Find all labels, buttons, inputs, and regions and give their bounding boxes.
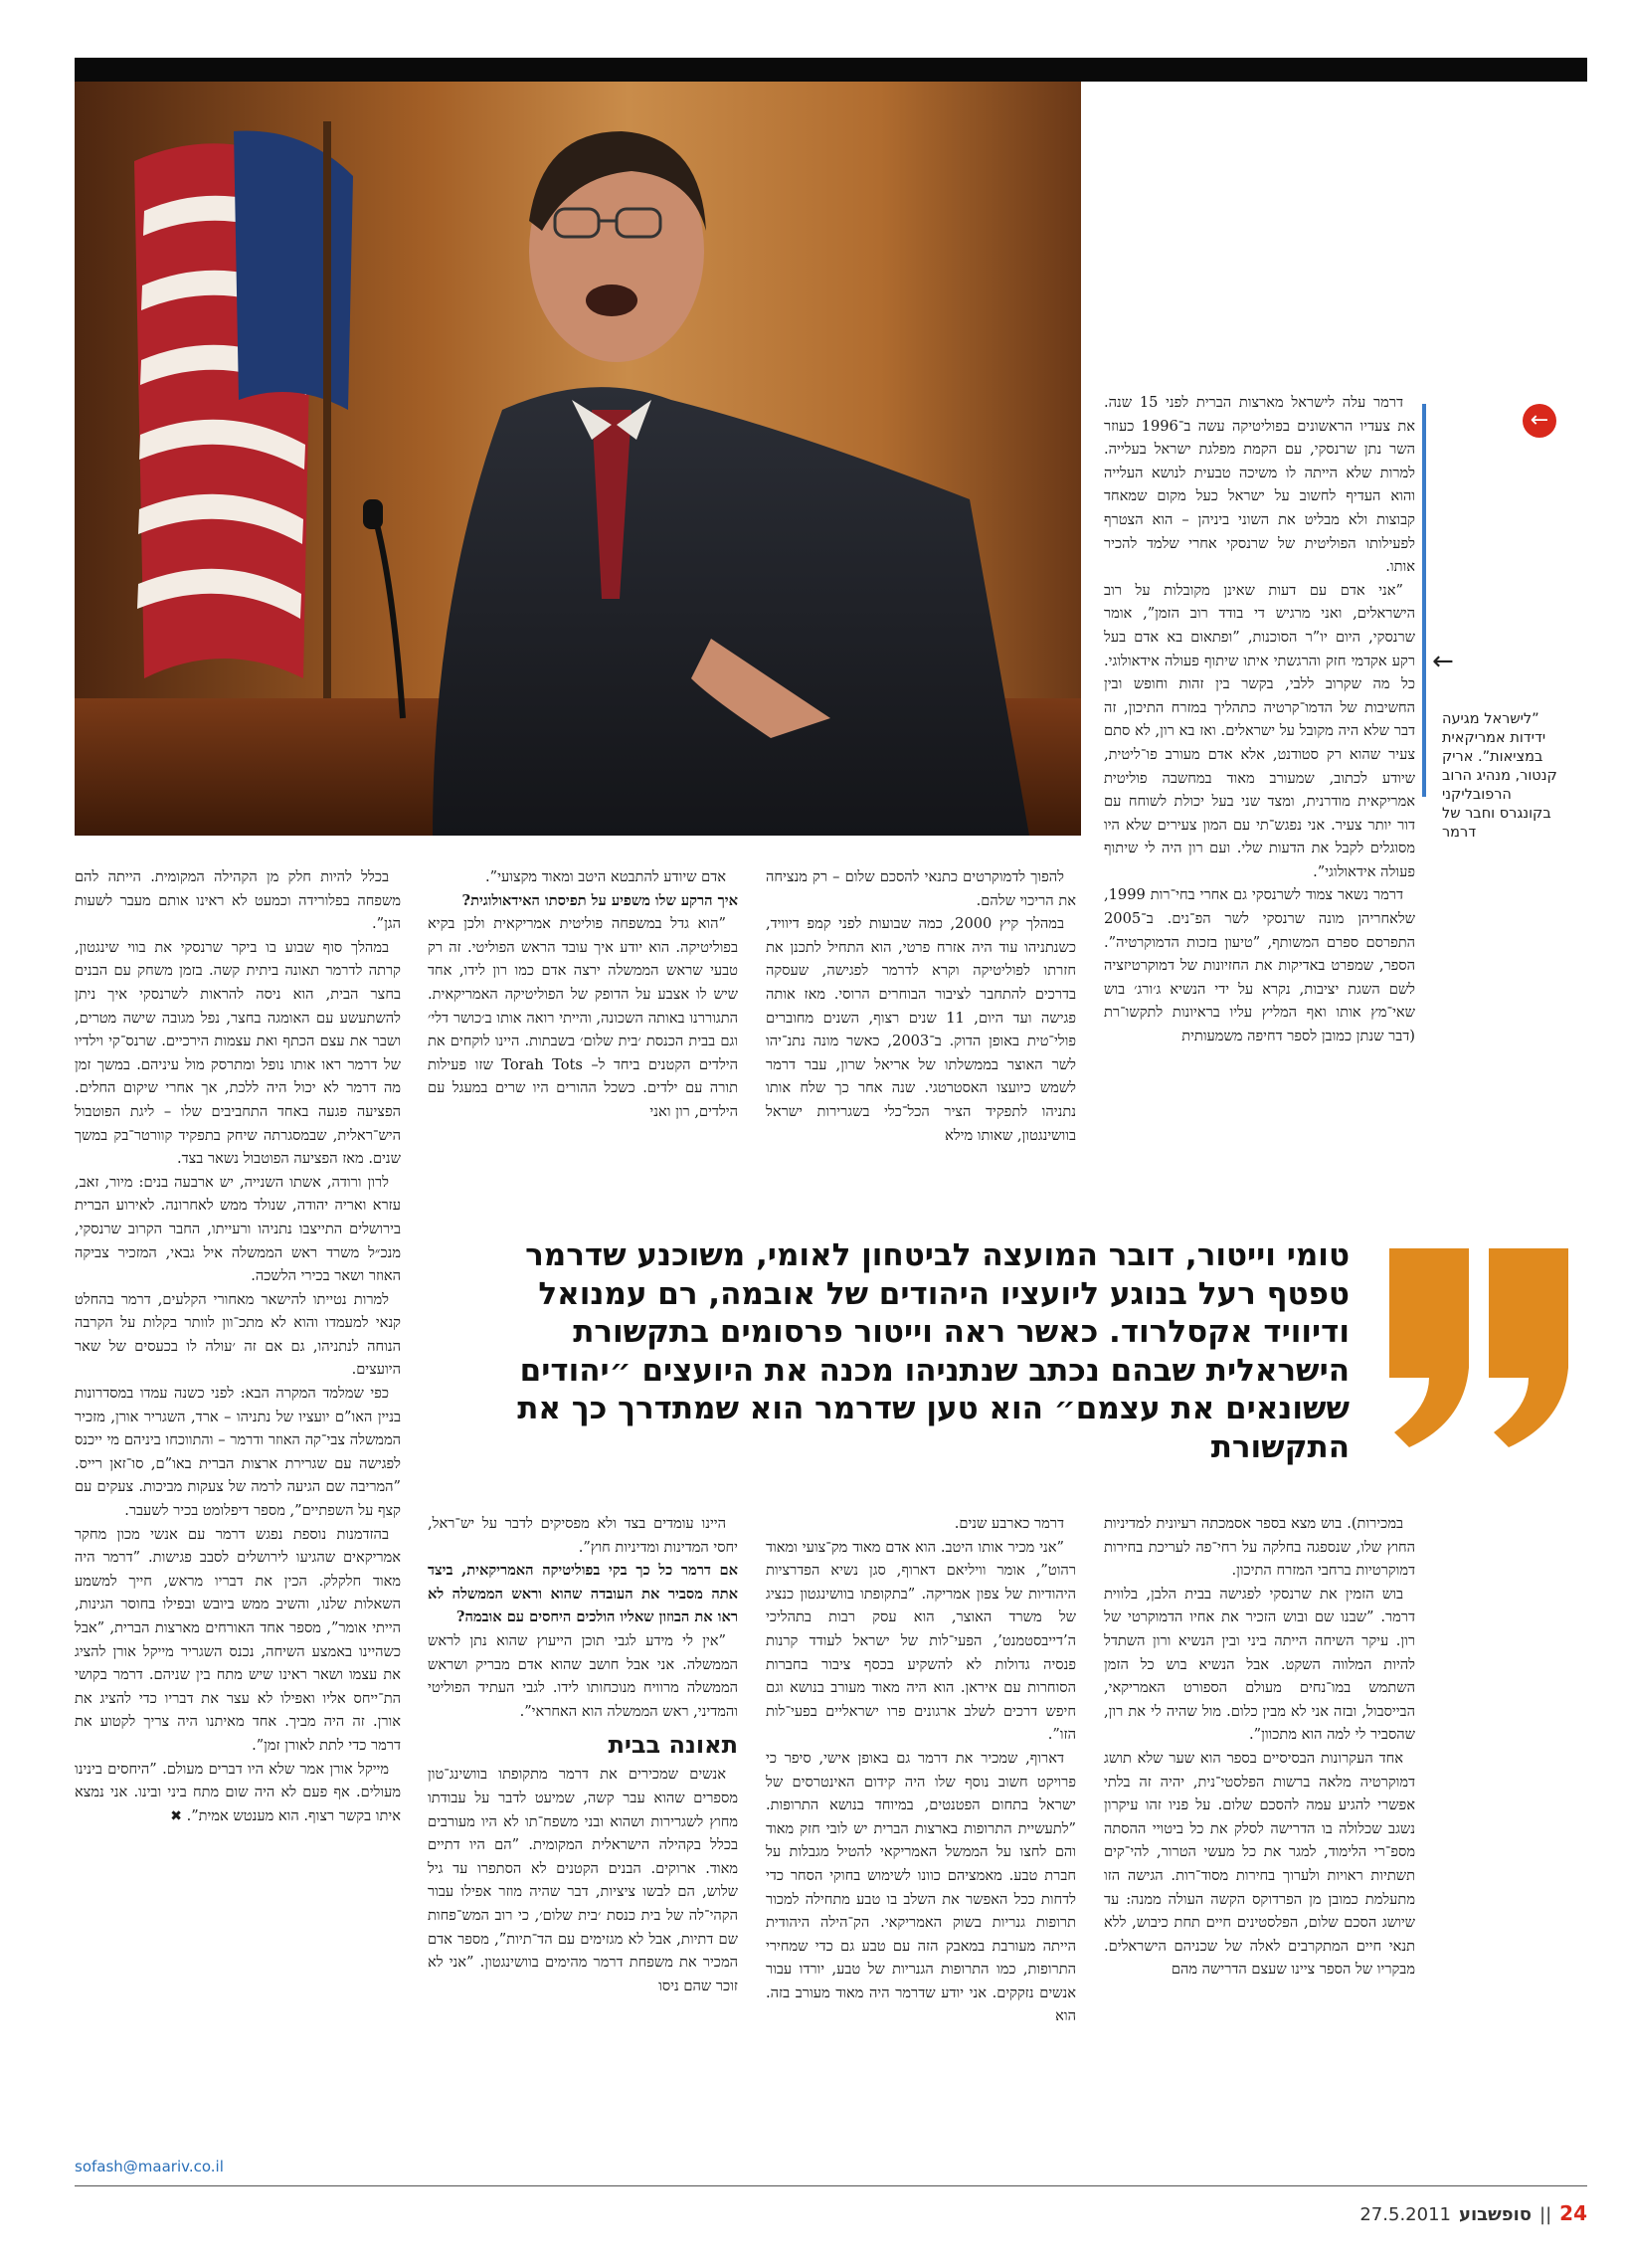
paragraph: למרות נטייתו להישאר מאחורי הקלעים, דרמר בהחלט קנאי למעמדו והוא לא מתכ־וון לוותר בקלות על הקרבה הנוחה לנתניהו, גם אם זה ׳עולה לו בכעסים של שאר היועצים.: [75, 1290, 401, 1379]
top-column-1: [1104, 391, 1415, 1197]
paragraph: במהלך קיץ 2000, כמה שבועות לפני קמפ דיוויד, כשנתניהו עוד היה אזרח פרטי, הוא התחיל לתכנן את חזרתו לפוליטיקה וקרא לדרמר לפגישה, שעסקה בדרכים להתחבר לציבור הבוחרים הרוסי. מאז אותה פגישה ועד היום, 11 שנים רצוף, השנים מחוברים פולי־טית באופן הדוק. ב־2003, כאשר מונה נתנ־יהו לשר האוצר בממשלתו של אריאל שרון, עבר דרמר לשמש כיועצו האסטרטגי. שנה אחר כך שלח אותו נתניהו לתפקיד הציר הכל־כלי בשגרירות ישראל בוושינגטון, שאותו מילא: [766, 915, 1076, 1144]
page-number: 24: [1559, 2201, 1587, 2225]
interview-question: איך הרקע שלו משפיע על תפיסתו האידאולוגית?: [461, 891, 738, 909]
issue-date: 27.5.2011: [1359, 2204, 1451, 2225]
magazine-name: סופשבוע: [1458, 2204, 1533, 2225]
contact-email-link[interactable]: sofash@maariv.co.il: [75, 2158, 224, 2175]
top-black-bar: [75, 58, 1587, 82]
paragraph: דארוף, שמכיר את דרמר גם באופן אישי, סיפר כי פרויקט חשוב נוסף שלו היה קידום האינטרסים של ישראל בתחום הפטנטים, במיוחד בנושא התרופות. ”לתעשיית התרופות בארצות הברית יש לובי חזק מאוד והם לחצו על הממשל האמריקאי להטיל מגבלות על חברת טבע. מאמציהם כוונו לשימוש בחוקי הסחר כדי לדחות ככל האפשר את השלב בו טבע מתחילה למכור תרופות גנריות בשוק האמריקאי. הק־הילה היהודית הייתה מעורבת במאבק הזה עם טבע גם כדי שמחירי התרופות, כמו התרופות הגנריות של טבע, יורדו עבור אנשים נזקקים. אני יודע שדרמר היה מאוד מעורב בזה. הוא: [766, 1749, 1076, 2025]
paragraph: דרמר נשאר צמוד לשרנסקי גם אחרי בחי־רות 1999, שלאחריהן מונה שרנסקי לשר הפ־נים. ב־2005 התפרסם ספרם המשותף, ”טיעון בזכות הדמוקרטיה”. הספר, שמפרט באדיקות את החזיונות של דמוקרטיזציה לשם השגת יציבות, נקרא על ידי הנשיא ג׳ורג׳ בוש שאי־מץ אותו ואף המליץ עליו בראיונות לתקשו־רת (דבר שנתן כמובן לספר דחיפה משמעותית: [1104, 886, 1415, 1045]
paragraph: כפי שמלמד המקרה הבא: לפני כשנה עמדו במסדרונות בניין האו”ם יועציו של נתניהו – ארד, השגריר אורן, מזכיר הממשלה צבי־קה האוזר ודרמר – והתווכחו ביניהם מי ייכנס לפגישה עם שגרירת ארצות הברית באו”ם, סו־זאן רייס. ”המריבה שם הגיעה לרמה של צעקות מביכות. צעקים עם קצף על השפתיים”, מספר דיפלומט בכיר לשעבר.: [75, 1385, 401, 1520]
photo-illustration: [75, 82, 1081, 836]
end-mark-icon: ✖: [170, 1807, 182, 1824]
paragraph: במהלך סוף שבוע בו ביקר שרנסקי את בווי שינגטון, קרתה לדרמר תאונה ביתית קשה. בזמן משחק עם הבנים בחצר הבית, הוא ניסה להראות לשרנסקי איך ניתן להשתעשע עם האומגה בחצר, נפל מגובה שישה מטרים, ושבר את עצם הכתף ואת עצמות הירכיים. שרנס־קי וילדיו של דרמר ראו אותו נופל ומתרסק מול עיניהם. במשך זמן מה דרמר לא יכול היה ללכת, אך אחרי שיקום החלים. הפציעה פגעה באחד התחביבים שלו – ליגת הפוטבול היש־ראלית, שבמסגרתה שיחק בתפקיד קוורטר־בק במשך שנים. מאז הפציעה הפוטבול נשאר בצד.: [75, 938, 401, 1168]
page-footer: [1359, 2201, 1587, 2225]
paragraph: בהזדמנות נוספת נפגש דרמר עם אנשי מכון מחקר אמריקאים שהגיעו לירושלים לסבב פגישות. ”דרמר היה מאוד חלקלק. הכין את דבריו מראש, חייך למשמע השאלות שלנו, והשיב ממש ביובש ובפילו בחוסר הגינות, הייתי אומר”, מספר אחד האורחים מארצות הברית, ”אבל כשהיינו באמצע השיחה, נכנס השגריר מייקל אורן להציג את עצמו ושאר ראינו שיש מתח בין שניהם. דרמר בקושי הת־ייחס אליו ואפילו לא עצר את דבריו כדי להציג את אורן. זה היה מביך. אחד מאיתנו היה צריך לקטוע את דרמר כדי לתת לאורן זמן”.: [75, 1525, 401, 1754]
bottom-column-3: [428, 1512, 738, 2089]
paragraph: ”אני מכיר אותו היטב. הוא אדם מאוד מק־צועי ומאוד רהוט”, אומר וויליאם דארוף, סגן נשיא הפדרציות היהודיות של צפון אמריקה. ”בתקופתו בוושינגטון כנציג של משרד האוצר, הוא עסק רבות בתהליכי ה’דייבסטמנט’, הפעי־לות של ישראל לעודד קרנות פנסיה גדולות לא להשקיע בכסף ציבור בחברות הסוחרות עם איראן. הוא היה מאוד מעורב בנושא וגם חיפש דרכים לשלב ארגונים פרו ישראליים בפעי־לות הזו”.: [766, 1538, 1076, 1744]
paragraph: במכירות). בוש מצא בספר אסמכתה רעיונית למדיניות החוץ שלו, שנספגה בחלקה על רחי־פה לעריכת בחירות דמוקרטיות ברחבי המזרח התיכון.: [1104, 1515, 1415, 1580]
top-column-2: [766, 865, 1076, 1199]
top-column-3: [428, 865, 738, 1199]
paragraph: לרון ורודה, אשתו השנייה, יש ארבעה בנים: מיור, זאב, עזרא ואריה יהודה, שנולד ממש לאחרונה. לאירוע הברית בירושלים התייצבו נתניהו ורעייתו, החבר הקרוב שרנסקי, מנכ״ל משרד ראש הממשלה איל גבאי, המזכיר צביקה האוזר ושאר בכירי הלשכה.: [75, 1173, 401, 1285]
bottom-column-2: [766, 1512, 1076, 2089]
speaker-photo: [75, 82, 1081, 836]
footer-rule: [75, 2185, 1587, 2186]
paragraph: בוש הזמין את שרנסקי לפגישה בבית הלבן, בלווית דרמר. ”שבנו שם ובוש הזכיר את אחיו הדמוקרטי של רון. עיקר השיחה הייתה ביני ובין הנשיא ורון השתדל להיות המלווה השקט. אבל הנשיא בוש כל הזמן השתמש במו־נחים מעולם הספורט האמריקאי, הבייסבול, ובזה אני לא מבין כלום. מול שהיה לי את רון, שהסביר לי למה הוא מתכוון”.: [1104, 1585, 1415, 1744]
footer-separator: ||: [1539, 2204, 1552, 2225]
paragraph: אדם שיודע להתבטא היטב ומאוד מקצועי”.: [485, 868, 726, 885]
paragraph: להפוך לדמוקרטים כתנאי להסכם שלום – רק מנציחה את הריכוי שלהם.: [766, 868, 1076, 909]
pull-quote: טומי וייטור, דובר המועצה לביטחון לאומי, משוכנע שדרמר טפטף רעל בנוגע ליועציו היהודים של אובמה, רם עמנואל ודיוויד אקסלרוד. כאשר ראה וייטור פרסומים בתקשורת הישראלית שבהם נכתב שנתניהו מכנה את היועצים ״יהודים ששונאים את עצמם״ הוא טען שדרמר הוא שמתדרך כך את התקשורת: [517, 1237, 1350, 1465]
paragraph: היינו עומדים בצד ולא מפסיקים לדבר על יש־ראל, יחסי המדינות ומדיניות חוץ”.: [428, 1515, 738, 1556]
paragraph: אנשים שמכירים את דרמר מתקופתו בוושינג־טון מספרים שהוא עבר קשה, שמיעט לדבר על עבודתו מחוץ לשגרירות ושהוא ובני משפח־תו לא היו מעורבים בכלל בקהילה הישראלית המקומית. ”הם היו דתיים מאוד. ארוקים. הבנים הקטנים לא הסתפרו עד גיל שלוש, הם לבשו ציציות, דבר שהיה מוזר אפילו עבור הקהי־לה של בית כנסת ׳בית שלום׳, כי רוב המש־פחות שם דתיות, אבל לא מגזימים עם הד־תיות”, מספר אדם המכיר את משפחת דרמר מהימים בוושינגטון. ”אני לא זוכר שהם ניסו: [428, 1766, 738, 1994]
paragraph: ”אין לי מידע לגבי תוכן הייעוץ שהוא נתן לראש הממשלה. אני אבל חושב שהוא אדם מבריק ושראש הממשלה מרוויח מנוכחותו לידו. לגבי העתיד הפוליטי והמדיני, ראש הממשלה הוא האחראי”.: [428, 1631, 738, 1720]
paragraph-text: מייקל אורן אמר שלא היו דברים מעולם. ”היחסים בינינו מעולים. אף פעם לא היה שום מתח ביני ובינו. אני נמצא איתו בקשר רצוף. הוא מענטש אמית”.: [75, 1760, 401, 1824]
interview-question: אם דרמר כל כך בקי בפוליטיקה האמריקאית, ביצד אתה מסביר את העובדה שהוא וראש הממשלה לא ראו את הבוזון שאליו הולכים היחסים עם אובמה?: [428, 1562, 738, 1626]
left-column: [75, 865, 401, 2089]
quote-mark-icon: [1384, 1248, 1573, 1447]
blue-rule: [1422, 404, 1426, 797]
paragraph: דרמר כארבע שנים.: [954, 1515, 1064, 1532]
paragraph: [75, 1758, 401, 1829]
paragraph: בכלל להיות חלק מן הקהילה המקומית. הייתה להם משפחה בפלורידה וכמעט לא ראינו אותם מעבר לשעות הגן”.: [75, 868, 401, 933]
paragraph: ”אני אדם עם דעות שאינן מקובלות על רוב הישראלים, ואני מרגיש די בודד רוב הזמן”, אומר שרנסקי, היום יו”ר הסוכנות, ”ופתאום בא אדם בעל רקע אקדמי חזק והרגשתי איתו שיתוף פעולה אידאולוגי. כל מה שקרוב ללבי, בקשר בין זהות וחופש ובין החשיבות של הדמו־קרטיה כתהליך במזרח התיכון, זה דבר שלא היה מקובל על ישראלים. ואז בא רון, לא סתם צעיר שהוא רק סטודנט, אלא אדם מעורב פו־ליטית, שיודע לכתוב, שמעורב מאוד במחשבה פוליטית אמריקאית מודרנית, ומצד שני בעל יכולת לשוחח עם דור יותר צעיר. אני נפגש־תי עם המון צעירים שלא היו מסוגלים לקבל את הדעות שלי. ועם רון היה לי שיתוף פעולה אידאולוגי”.: [1104, 581, 1415, 880]
back-arrow-icon: ←: [1523, 404, 1556, 438]
paragraph: ”הוא גדל במשפחה פוליטית אמריקאית ולכן בקיא בפוליטיקה. הוא יודע איך עובד הראש הפוליטי. זה רק טבעי שראש הממשלה ירצה אדם כמו רון לידו, אחד שיש לו אצבע על הדופק של הפוליטיקה האמריקאית. התגוררנו באותה השכונה, והייתי רואה אותו ב׳כושר דלי׳ וגם בבית הכנסת ׳בית שלום׳ בשבתות. היינו לוקחים את הילדים הקטנים ביחד ל– Torah Tots שזו פעילות תורה עם ילדים. כשכל ההורים היו שרים במעגל עם הילדים, רון ואני: [428, 915, 738, 1120]
paragraph: דרמר עלה לישראל מארצות הברית לפני 15 שנה. את צעדיו הראשונים בפוליטיקה עשה ב־1996 כעוזר השר נתן שרנסקי, עם הקמת מפלגת ישראל בעלייה. למרות שלא הייתה לו משיכה טבעית לנושא העלייה והוא העדיף לחשוב על ישראל כעל מקום שמאחד קבוצות ולא מבליט את השוני ביניהן – הוא הצטרף לפעילותו הפוליטית של שרנסקי אחרי שלמד להכיר אותו.: [1104, 394, 1415, 576]
paragraph: אחד העקרונות הבסיסיים בספר הוא שער שלא תושג דמוקרטיה מלאה ברשות הפלסטי־נית, יהיה זה בלתי אפשרי להגיע עמה להסכם שלום. על פניו זהו עיקרון נשגב שכלולה בו הדרישה לסלק את כל ביטויי ההסתה מספ־רי הלימוד, למגר את כל מעשי הטרור, להי־קים תשתיות ראויות ולערוך בחירות מסוד־רות. הגישה הזו מתעלמת כמובן מן הפרדוקס הקשה העולה ממנה: עד שיושג הסכם שלום, הפלסטינים חיים תחת כיבוש, ללא תנאי חיים המתקרבים לאלה של שכניהם הישראלים. מבקריו של הספר ציינו שעצם הדרישה מהם: [1104, 1749, 1415, 1979]
caption-arrow-icon: ←: [1432, 647, 1454, 676]
bottom-column-1: [1104, 1512, 1415, 2089]
photo-caption: ”לישראל מגיעה ידידות אמריקאית במציאות”. אריק קנטור, מנהיג הרוב הרפובליקני בקונגרס וחבר של דרמר: [1442, 711, 1557, 841]
section-heading: תאונה בבית: [608, 1731, 738, 1760]
